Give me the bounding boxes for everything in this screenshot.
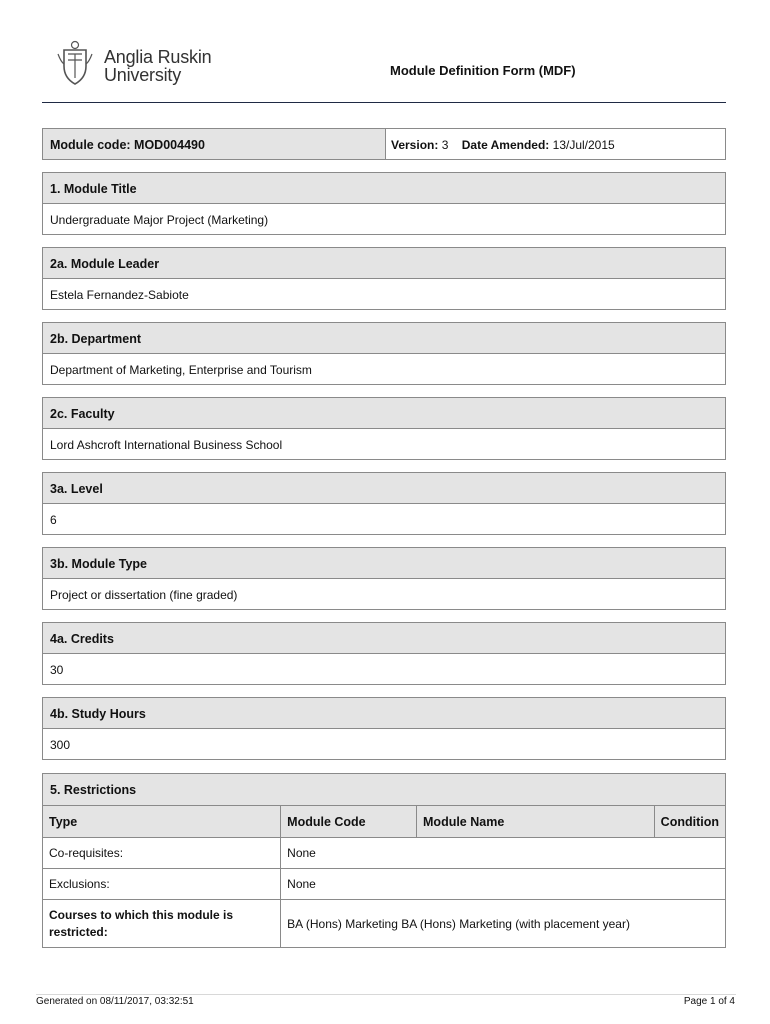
version-cell xyxy=(386,129,725,159)
university-logo xyxy=(56,40,216,88)
section-heading: 4b. Study Hours xyxy=(43,698,725,729)
table-row xyxy=(43,900,725,948)
row-value: BA (Hons) Marketing BA (Hons) Marketing (with placement year) xyxy=(281,900,725,948)
row-type: Co-requisites: xyxy=(43,838,281,869)
module-code-value: MOD004490 xyxy=(134,138,205,152)
date-amended-label: Date Amended: xyxy=(461,138,550,152)
crest-icon xyxy=(56,40,94,86)
section-value: 6 xyxy=(50,513,57,527)
section-heading: 1. Module Title xyxy=(43,173,725,204)
table-row xyxy=(43,869,725,900)
section-value: Undergraduate Major Project (Marketing) xyxy=(50,213,269,227)
version-value: 3 xyxy=(441,138,449,152)
logo-line-1: Anglia Ruskin xyxy=(104,47,212,67)
section-faculty xyxy=(42,397,726,460)
section-value: Lord Ashcroft International Business School xyxy=(50,438,283,452)
section-value: Project or dissertation (fine graded) xyxy=(50,588,238,602)
module-code-box xyxy=(42,128,726,160)
footer-divider xyxy=(36,994,736,995)
module-code-label: Module code: xyxy=(50,138,131,152)
section-heading: 4a. Credits xyxy=(43,623,725,654)
table-header-row xyxy=(43,806,725,838)
section-heading: 2b. Department xyxy=(43,323,725,354)
header-divider xyxy=(42,102,726,103)
section-heading: 3a. Level xyxy=(43,473,725,504)
section-heading: 3b. Module Type xyxy=(43,548,725,579)
restrictions-table xyxy=(43,805,725,948)
col-header-type: Type xyxy=(43,806,281,838)
logo-line-2: University xyxy=(104,65,182,85)
section-level xyxy=(42,472,726,535)
section-heading: 2a. Module Leader xyxy=(43,248,725,279)
date-amended-value: 13/Jul/2015 xyxy=(552,138,615,152)
col-header-module-name: Module Name xyxy=(417,806,655,838)
col-header-condition: Condition xyxy=(654,806,725,838)
section-module-title xyxy=(42,172,726,235)
generated-timestamp: Generated on 08/11/2017, 03:32:51 xyxy=(36,996,194,1007)
section-department xyxy=(42,322,726,385)
section-heading: 2c. Faculty xyxy=(43,398,725,429)
row-value: None xyxy=(281,838,725,869)
section-study-hours xyxy=(42,697,726,760)
form-title: Module Definition Form (MDF) xyxy=(390,63,576,78)
version-label: Version: xyxy=(391,138,439,152)
row-type: Exclusions: xyxy=(43,869,281,900)
table-row xyxy=(43,838,725,869)
section-module-leader xyxy=(42,247,726,310)
row-value: None xyxy=(281,869,725,900)
section-value: 30 xyxy=(50,663,64,677)
logo-text xyxy=(104,48,211,84)
section-module-type xyxy=(42,547,726,610)
section-restrictions xyxy=(42,773,726,948)
section-value: 300 xyxy=(50,738,71,752)
row-type: Courses to which this module is restricted: xyxy=(43,900,281,948)
restrictions-heading: 5. Restrictions xyxy=(43,774,725,805)
section-value: Department of Marketing, Enterprise and Tourism xyxy=(50,363,312,377)
section-credits xyxy=(42,622,726,685)
module-code-cell xyxy=(43,129,386,159)
page-number: Page 1 of 4 xyxy=(683,996,735,1007)
col-header-module-code: Module Code xyxy=(281,806,417,838)
section-value: Estela Fernandez-Sabiote xyxy=(50,288,189,302)
